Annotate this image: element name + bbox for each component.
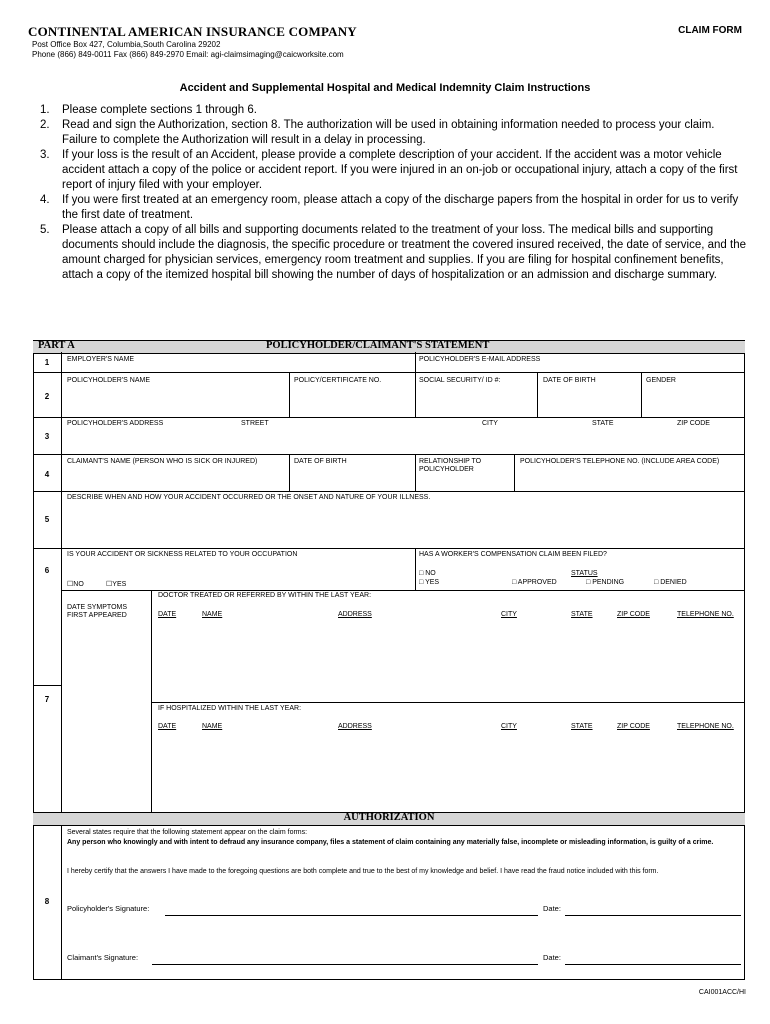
claimant-name-label: CLAIMANT'S NAME (PERSON WHO IS SICK OR INJURED) [67, 458, 258, 465]
hospital-state-column: STATE [571, 723, 593, 730]
checkbox-icon[interactable]: □ [419, 579, 424, 586]
zip-label: ZIP CODE [677, 420, 710, 427]
gender-label: GENDER [646, 377, 676, 384]
hospital-city-column: CITY [501, 723, 517, 730]
instruction-item: 1. Please complete sections 1 through 6. [40, 104, 257, 116]
row-number: 6 [44, 566, 50, 575]
instruction-item: 3. If your loss is the result of an Accident, please provide a complete description of your accident. If the accident was a motor vehicle accident attach a copy of the police or accident report. If you were injured in an on-job or occupational injury, attach a copy of the first report of injury filed with your employer. [40, 149, 738, 191]
company-contact: Phone (866) 849-0011 Fax (866) 849-2970 Email: agi-claimsimaging@caicworksite.com [32, 50, 344, 59]
describe-label: DESCRIBE WHEN AND HOW YOUR ACCIDENT OCCURRED OR THE ONSET AND NATURE OF YOUR ILLNESS. [67, 494, 431, 501]
row-number: 8 [44, 897, 50, 906]
policyholder-signature-label: Policyholder's Signature: [67, 904, 150, 913]
checkbox-icon[interactable]: ☐ [67, 581, 74, 588]
checkbox-icon[interactable]: □ [419, 570, 424, 577]
claimant-dob-label: DATE OF BIRTH [294, 458, 347, 465]
checkbox-icon[interactable]: □ [512, 579, 517, 586]
telephone-label: POLICYHOLDER'S TELEPHONE NO. (INCLUDE AREA CODE) [520, 458, 720, 465]
doctor-date-column: DATE [158, 611, 177, 618]
workers-comp-question: HAS A WORKER'S COMPENSATION CLAIM BEEN FILED? [419, 551, 607, 558]
status-pending-option[interactable]: □ PENDING [586, 579, 625, 586]
email-label: POLICYHOLDER'S E-MAIL ADDRESS [419, 356, 541, 363]
doctor-zip-column: ZIP CODE [617, 611, 650, 618]
row-number: 1 [44, 358, 50, 367]
hospitalized-label: IF HOSPITALIZED WITHIN THE LAST YEAR: [158, 705, 302, 712]
hospital-name-column: NAME [202, 723, 223, 730]
doctor-state-column: STATE [571, 611, 593, 618]
company-name: CONTINENTAL AMERICAN INSURANCE COMPANY [28, 24, 357, 39]
instruction-item: 5. Please attach a copy of all bills and supporting documents related to the treatment of your loss. The medical bills and supporting documents should include the diagnosis, the specific procedure or treatment the covered insured received, the date of service, and the amount charged for physician services, emergency room treatment and supplies. If you are filing for hospital confinement benefits, attach a copy of the itemized hospital bill showing the number of days of hospitalization or an admission and discharge summary. [40, 224, 747, 281]
hospital-phone-column: TELEPHONE NO. [677, 723, 734, 730]
employer-name-label: EMPLOYER'S NAME [67, 356, 135, 363]
claimant-date-line[interactable] [565, 952, 741, 965]
relationship-field[interactable] [416, 476, 513, 490]
row-number: 2 [44, 392, 50, 401]
instructions-list [38, 103, 750, 283]
doctor-name-column: NAME [202, 611, 223, 618]
dob-field[interactable] [538, 387, 640, 416]
checkbox-icon[interactable]: □ [586, 579, 591, 586]
doctor-treated-label: DOCTOR TREATED OR REFERRED BY WITHIN THE LAST YEAR: [158, 592, 372, 599]
part-a-title: POLICYHOLDER/CLAIMANT'S STATEMENT [266, 340, 490, 351]
claimant-signature-label: Claimant's Signature: [67, 953, 139, 962]
occupation-no-option[interactable]: ☐NO [67, 581, 84, 588]
policyholder-signature-line[interactable] [165, 903, 538, 916]
address-label: POLICYHOLDER'S ADDRESS [67, 420, 164, 427]
policyholder-name-field[interactable] [62, 387, 288, 416]
fraud-statement: Any person who knowingly and with intent to defraud any insurance company, files a statement of claim containing any materially false, incomplete or misleading information, is guilty of a crime. [67, 839, 714, 846]
form-code: CAI001ACC/HI [698, 989, 746, 996]
claimant-signature-line[interactable] [152, 952, 538, 965]
occupation-yes-option[interactable]: ☐YES [106, 581, 127, 588]
telephone-field[interactable] [515, 468, 744, 490]
status-approved-option[interactable]: □ APPROVED [512, 579, 557, 586]
doctor-city-column: CITY [501, 611, 517, 618]
part-a-label: PART A [38, 340, 75, 351]
policy-number-label: POLICY/CERTIFICATE NO. [294, 377, 382, 384]
row-number: 4 [44, 470, 50, 479]
company-address: Post Office Box 427, Columbia,South Carolina 29202 [32, 40, 221, 49]
address-field[interactable] [62, 430, 744, 453]
hospital-entries-field[interactable] [152, 734, 744, 811]
gender-field[interactable] [642, 387, 744, 416]
dob-label: DATE OF BIRTH [543, 377, 596, 384]
doctor-address-column: ADDRESS [338, 611, 372, 618]
policyholder-date-line[interactable] [565, 903, 741, 916]
workers-comp-no-option[interactable]: □ NO [419, 570, 436, 577]
form-type: CLAIM FORM [678, 25, 742, 36]
checkbox-icon[interactable]: □ [654, 579, 659, 586]
workers-comp-yes-option[interactable]: □ YES [419, 579, 440, 586]
ssn-label: SOCIAL SECURITY/ ID #: [419, 377, 501, 384]
state-label: STATE [592, 420, 614, 427]
describe-field[interactable] [62, 504, 744, 547]
status-denied-option[interactable]: □ DENIED [654, 579, 687, 586]
status-label: STATUS [571, 570, 598, 577]
doctor-phone-column: TELEPHONE NO. [677, 611, 734, 618]
employer-name-field[interactable] [62, 353, 414, 371]
row-number: 7 [44, 695, 50, 704]
policy-number-field[interactable] [290, 387, 414, 416]
date-symptoms-label: DATE SYMPTOMS FIRST APPEARED [67, 604, 128, 619]
row-number: 5 [44, 515, 50, 524]
claimant-name-field[interactable] [62, 468, 288, 490]
instructions-title: Accident and Supplemental Hospital and Medical Indemnity Claim Instructions [179, 82, 591, 94]
hospital-zip-column: ZIP CODE [617, 723, 650, 730]
email-field[interactable] [416, 353, 744, 371]
date-symptoms-field[interactable] [62, 630, 150, 810]
hospital-date-column: DATE [158, 723, 177, 730]
instruction-item: 4. If you were first treated at an emergency room, please attach a copy of the discharge papers from the hospital in order for us to verify the first date of treatment. [40, 194, 739, 221]
certification-statement: I hereby certify that the answers I have made to the foregoing questions are both complete and true to the best of my knowledge and belief. I have read the fraud notice included with this form. [67, 868, 659, 875]
relationship-label: RELATIONSHIP TO POLICYHOLDER [419, 458, 482, 473]
claimant-dob-field[interactable] [290, 468, 414, 490]
hospital-address-column: ADDRESS [338, 723, 372, 730]
claimant-date-label: Date: [543, 953, 561, 962]
ssn-field[interactable] [416, 387, 536, 416]
street-label: STREET [241, 420, 269, 427]
occupation-question: IS YOUR ACCIDENT OR SICKNESS RELATED TO YOUR OCCUPATION [67, 551, 298, 558]
policyholder-name-label: POLICYHOLDER'S NAME [67, 377, 151, 384]
row-number: 3 [44, 432, 50, 441]
instruction-item: 2. Read and sign the Authorization, section 8. The authorization will be used in obtaining information needed to process your claim. Failure to complete the Authorization will result in a delay in processing. [40, 119, 715, 146]
policyholder-date-label: Date: [543, 904, 561, 913]
checkbox-icon[interactable]: ☐ [106, 581, 113, 588]
authorization-intro: Several states require that the following statement appear on the claim forms: [67, 829, 308, 836]
authorization-title: AUTHORIZATION [343, 812, 435, 823]
city-label: CITY [482, 420, 498, 427]
doctor-entries-field[interactable] [152, 622, 744, 701]
